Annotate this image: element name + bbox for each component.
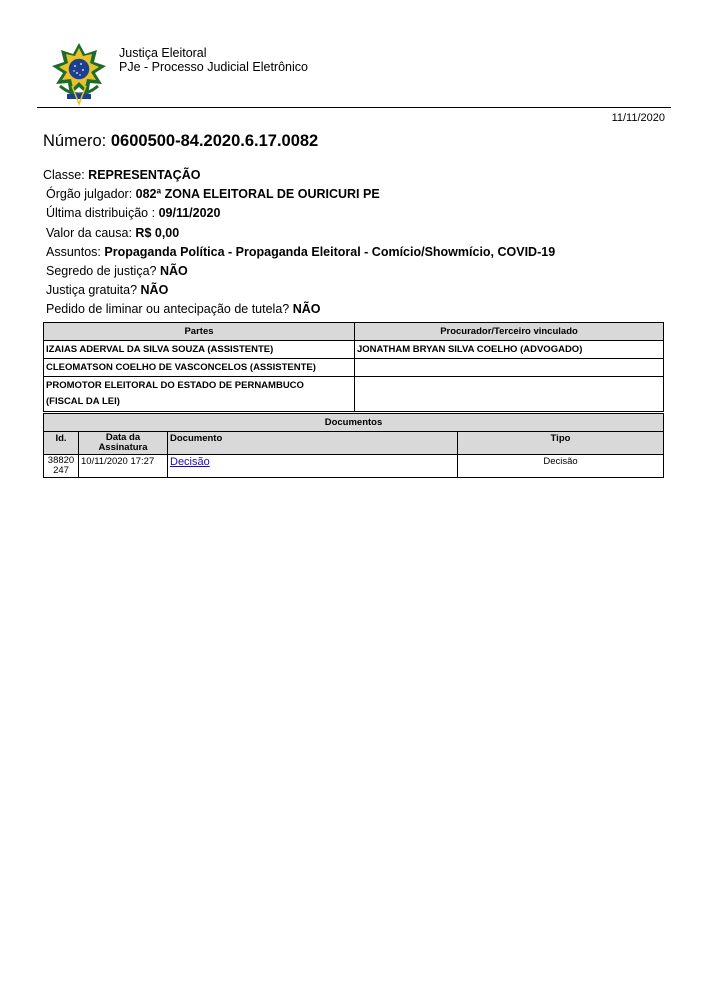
system-name: PJe - Processo Judicial Eletrônico (119, 60, 308, 74)
date-header-line1: Data da (105, 432, 141, 443)
gratuita-value: NÃO (140, 283, 169, 298)
document-id (44, 455, 79, 478)
valor-label: Valor da causa: (46, 225, 132, 240)
coat-of-arms-icon (50, 42, 108, 106)
process-number-value: 0600500-84.2020.6.17.0082 (110, 132, 319, 150)
field-segredo (43, 262, 555, 281)
attorney-name (355, 359, 664, 377)
id-header: Id. (44, 432, 79, 455)
type-header: Tipo (458, 432, 664, 455)
distribuicao-value: 09/11/2020 (158, 206, 221, 221)
field-distribuicao (43, 204, 555, 223)
page-header (37, 38, 671, 108)
date-header-line2: Assinatura (98, 442, 148, 453)
party-name (44, 377, 355, 412)
documents-header-row (44, 432, 664, 455)
classe-value: REPRESENTAÇÃO (88, 168, 201, 182)
documents-title: Documentos (44, 414, 664, 432)
document-cell (168, 455, 458, 478)
process-number (43, 132, 318, 151)
field-gratuita (43, 281, 555, 300)
process-number-label: Número: (43, 132, 107, 150)
attorney-header: Procurador/Terceiro vinculado (355, 323, 664, 341)
field-assuntos (43, 243, 555, 262)
party-name-line1: PROMOTOR ELEITORAL DO ESTADO DE PERNAMBUCO (46, 380, 304, 391)
assuntos-value: Propaganda Política - Propaganda Eleitoral - Comício/Showmício, COVID-19 (104, 244, 556, 259)
distribuicao-label: Última distribuição : (46, 206, 156, 221)
table-row (44, 377, 664, 412)
org-name: Justiça Eleitoral (119, 46, 207, 60)
case-fields (43, 166, 555, 320)
assuntos-label: Assuntos: (46, 244, 101, 259)
table-row (44, 341, 664, 359)
table-row (44, 359, 664, 377)
party-name: IZAIAS ADERVAL DA SILVA SOUZA (ASSISTENTE) (44, 341, 355, 359)
table-row (44, 455, 664, 478)
party-name-line2: (FISCAL DA LEI) (46, 396, 120, 407)
segredo-value: NÃO (159, 264, 188, 279)
attorney-name (355, 377, 664, 412)
field-liminar (43, 300, 555, 319)
attorney-name: JONATHAM BRYAN SILVA COELHO (ADVOGADO) (355, 341, 664, 359)
orgao-label: Órgão julgador: (46, 187, 133, 202)
document-link[interactable]: Decisão (170, 456, 210, 468)
document-type: Decisão (458, 455, 664, 478)
valor-value: R$ 0,00 (135, 225, 180, 240)
field-valor (43, 224, 555, 243)
liminar-value: NÃO (292, 302, 321, 317)
parties-table (43, 322, 664, 412)
gratuita-label: Justiça gratuita? (46, 283, 138, 298)
party-name: CLEOMATSON COELHO DE VASCONCELOS (ASSISTENTE) (44, 359, 355, 377)
document-id-line2: 247 (53, 465, 69, 476)
print-date: 11/11/2020 (611, 112, 665, 124)
document-header: Documento (168, 432, 458, 455)
segredo-label: Segredo de justiça? (46, 264, 157, 279)
documents-table (43, 413, 664, 478)
parties-header: Partes (44, 323, 355, 341)
document-date: 10/11/2020 17:27 (79, 455, 168, 478)
document-id-line1: 38820 (47, 455, 75, 466)
date-header (79, 432, 168, 455)
header-divider (37, 107, 671, 108)
parties-header-row (44, 323, 664, 341)
field-orgao (43, 185, 555, 204)
classe-label: Classe: (43, 168, 85, 182)
field-classe (43, 166, 555, 185)
documents-title-row (44, 414, 664, 432)
liminar-label: Pedido de liminar ou antecipação de tutela? (46, 302, 290, 317)
orgao-value: 082ª ZONA ELEITORAL DE OURICURI PE (135, 187, 380, 202)
